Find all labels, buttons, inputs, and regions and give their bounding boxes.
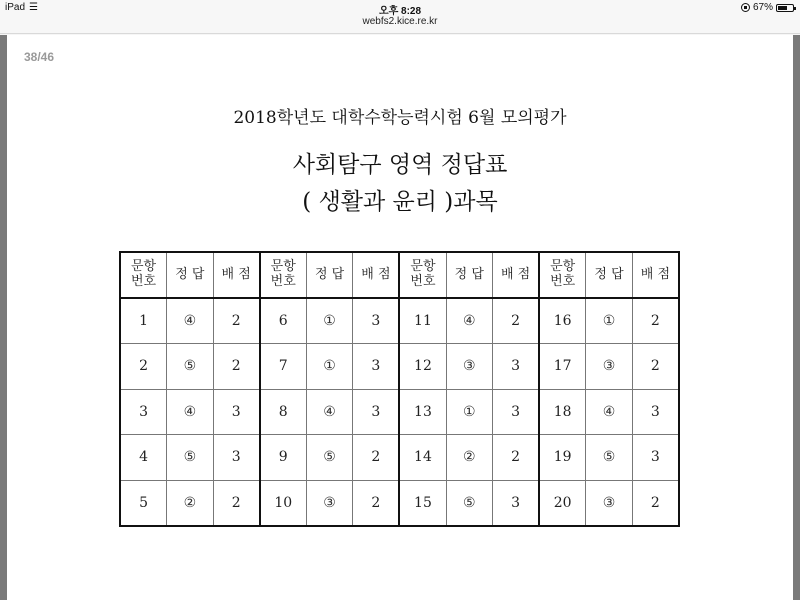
header-question-number — [260, 252, 307, 298]
battery-percent: 67% — [752, 2, 773, 13]
device-label: iPad — [5, 2, 26, 13]
answer-cell: ⑤ — [167, 344, 214, 390]
header-question-number — [539, 252, 586, 298]
answer-cell: ② — [446, 435, 493, 481]
wifi-icon: ☰ — [29, 2, 38, 13]
header-answer: 정 답 — [446, 252, 493, 298]
answer-cell: ⑤ — [586, 435, 633, 481]
question-number-cell: 1 — [120, 298, 167, 344]
points-cell: 2 — [353, 480, 400, 526]
question-number-cell: 4 — [120, 435, 167, 481]
answer-cell: ⑤ — [167, 435, 214, 481]
points-cell: 3 — [353, 389, 400, 435]
answer-cell: ③ — [446, 344, 493, 390]
page-counter: 38/46 — [24, 50, 55, 64]
header-label: 문항 — [550, 259, 576, 275]
points-cell: 3 — [353, 344, 400, 390]
points-cell: 3 — [632, 435, 679, 481]
status-time: 오후 8:28 — [378, 6, 422, 17]
header-points: 배 점 — [353, 252, 400, 298]
answer-cell: ① — [586, 298, 633, 344]
question-number-cell: 16 — [539, 298, 586, 344]
question-number-cell: 10 — [260, 480, 307, 526]
table-row — [120, 344, 679, 390]
address-bar-url[interactable]: webfs2.kice.re.kr — [362, 16, 438, 27]
points-cell: 2 — [632, 344, 679, 390]
points-cell: 2 — [493, 298, 540, 344]
points-cell: 3 — [353, 298, 400, 344]
status-right — [741, 2, 794, 13]
answer-cell: ⑤ — [446, 480, 493, 526]
table-row — [120, 298, 679, 344]
header-label: 번호 — [130, 274, 157, 289]
answer-cell: ① — [306, 344, 353, 390]
question-number-cell: 19 — [539, 435, 586, 481]
header-points: 배 점 — [213, 252, 260, 298]
points-cell: 2 — [213, 298, 260, 344]
points-cell: 3 — [213, 435, 260, 481]
points-cell: 2 — [213, 480, 260, 526]
header-points: 배 점 — [493, 252, 540, 298]
pdf-page — [7, 35, 793, 600]
points-cell: 2 — [632, 480, 679, 526]
question-number-cell: 13 — [399, 389, 446, 435]
answer-cell: ③ — [586, 344, 633, 390]
answer-cell: ③ — [586, 480, 633, 526]
answer-cell: ④ — [167, 298, 214, 344]
header-label: 문항 — [410, 259, 436, 275]
header-question-number — [399, 252, 446, 298]
header-points: 배 점 — [632, 252, 679, 298]
header-answer: 정 답 — [586, 252, 633, 298]
header-label: 문항 — [130, 259, 157, 275]
answer-cell: ① — [446, 389, 493, 435]
answer-cell: ⑤ — [306, 435, 353, 481]
pdf-viewer[interactable] — [0, 35, 800, 600]
question-number-cell: 15 — [399, 480, 446, 526]
header-label: 번호 — [410, 274, 436, 289]
answer-cell: ④ — [446, 298, 493, 344]
question-number-cell: 17 — [539, 344, 586, 390]
header-answer: 정 답 — [167, 252, 214, 298]
subject-title: ( 생활과 윤리 )과목 — [302, 189, 498, 215]
table-row — [120, 480, 679, 526]
ios-status-bar — [0, 0, 800, 34]
points-cell: 3 — [493, 389, 540, 435]
question-number-cell: 9 — [260, 435, 307, 481]
question-number-cell: 14 — [399, 435, 446, 481]
question-number-cell: 12 — [399, 344, 446, 390]
points-cell: 3 — [213, 389, 260, 435]
answer-table — [119, 251, 680, 527]
points-cell: 2 — [353, 435, 400, 481]
answer-cell: ④ — [167, 389, 214, 435]
points-cell: 2 — [493, 435, 540, 481]
answer-cell: ④ — [306, 389, 353, 435]
answer-cell: ② — [167, 480, 214, 526]
header-answer: 정 답 — [306, 252, 353, 298]
answer-cell: ④ — [586, 389, 633, 435]
points-cell: 3 — [493, 344, 540, 390]
question-number-cell: 6 — [260, 298, 307, 344]
question-number-cell: 8 — [260, 389, 307, 435]
header-question-number — [120, 252, 167, 298]
question-number-cell: 20 — [539, 480, 586, 526]
orientation-lock-icon — [741, 3, 750, 12]
points-cell: 3 — [632, 389, 679, 435]
table-row — [120, 435, 679, 481]
question-number-cell: 5 — [120, 480, 167, 526]
table-header-row — [120, 252, 679, 298]
answer-sheet-title: 사회탐구 영역 정답표 — [292, 152, 508, 178]
answer-cell: ① — [306, 298, 353, 344]
answer-cell: ③ — [306, 480, 353, 526]
question-number-cell: 2 — [120, 344, 167, 390]
question-number-cell: 7 — [260, 344, 307, 390]
question-number-cell: 11 — [399, 298, 446, 344]
header-label: 번호 — [550, 274, 576, 289]
table-row — [120, 389, 679, 435]
points-cell: 2 — [632, 298, 679, 344]
points-cell: 2 — [213, 344, 260, 390]
battery-icon — [776, 4, 794, 12]
question-number-cell: 3 — [120, 389, 167, 435]
points-cell: 3 — [493, 480, 540, 526]
exam-title: 2018학년도 대학수학능력시험 6월 모의평가 — [233, 108, 567, 128]
question-number-cell: 18 — [539, 389, 586, 435]
header-label: 문항 — [270, 259, 296, 275]
header-label: 번호 — [270, 274, 296, 289]
